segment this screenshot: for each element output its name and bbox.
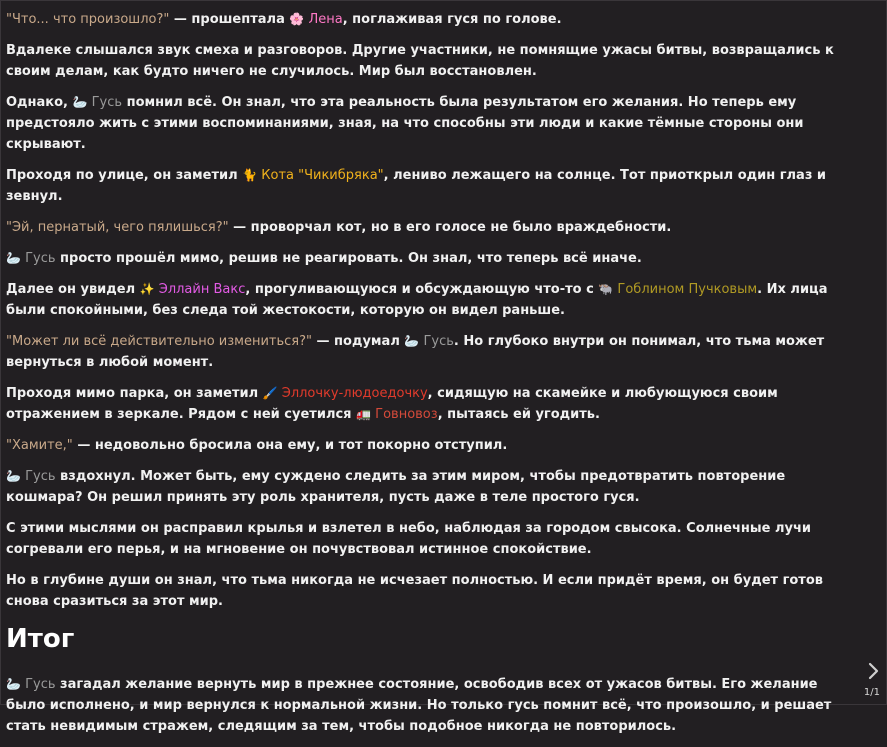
flower-icon: 🌸 — [289, 12, 305, 26]
paragraph-1 — [6, 9, 858, 30]
character-lena: Лена — [304, 12, 343, 27]
story-content — [6, 9, 858, 747]
narration: Проходя по улице, он заметил — [6, 168, 243, 183]
paragraph-4 — [6, 165, 858, 207]
paragraph-10 — [6, 435, 858, 456]
character-cat: Кота "Чикибряка" — [257, 168, 384, 183]
character-goblin: Гоблином Пучковым — [613, 282, 758, 297]
paragraph-9 — [6, 383, 858, 425]
paragraph-13: Но в глубине души он знал, что тьма никогда не исчезает полностью. И если придёт время, он будет готов снова сразиться за этот мир. — [6, 573, 823, 609]
truck-icon: 🚛 — [356, 407, 372, 421]
swan-icon: 🦢 — [6, 469, 21, 483]
buffalo-icon: 🐃 — [598, 282, 614, 296]
cat-icon: 🐈 — [242, 168, 258, 182]
character-ellain: Эллайн Вакс — [154, 282, 246, 297]
swan-icon: 🦢 — [72, 95, 88, 109]
paragraph-2: Вдалеке слышался звук смеха и разговоров. Другие участники, не помнящие ужасы битвы, возвращались к своим делам, как будто ничего не случилось. Мир был восстановлен. — [6, 43, 834, 79]
quote: "Может ли всё действительно измениться?" — [6, 334, 312, 349]
paragraph-5 — [6, 217, 858, 238]
narration: , сидящую на скамейке и любующуюся своим отражением в зеркале. Рядом с ней суетился — [6, 386, 778, 422]
narration: , лениво лежащего на солнце. Тот приоткрыл один глаз и зевнул. — [6, 168, 827, 204]
quote: "Что... что произошло?" — [6, 12, 170, 27]
character-goose: Гусь — [87, 95, 123, 110]
paragraph-3 — [6, 92, 858, 155]
narration: . Но глубоко внутри он понимал, что тьма может вернуться в любой момент. — [6, 334, 825, 370]
quote: "Эй, пернатый, чего пялишься?" — [6, 220, 229, 235]
character-goose: Гусь — [20, 469, 56, 484]
narration: , пытаясь ей угодить. — [437, 407, 600, 422]
narration: — недовольно бросила она ему, и тот покорно отступил. — [72, 438, 508, 453]
paragraph-14 — [6, 674, 858, 737]
narration: загадал желание вернуть мир в прежнее состояние, освободив всех от ужасов битвы. Его желание было исполнено, и мир вернулся к нормальной жизни. Но только гусь помнит всё, что произошло, и решает стать невидимым стражем, следящим за тем, чтобы подобное никогда не повторилось. — [6, 677, 832, 734]
narration: Проходя мимо парка, он заметил — [6, 386, 263, 401]
paragraph-6 — [6, 248, 858, 269]
narration: , прогуливающуюся и обсуждающую что-то с — [245, 282, 599, 297]
paintbrush-icon: 🖌️ — [262, 386, 278, 400]
swan-icon: 🦢 — [6, 677, 21, 691]
paragraph-7 — [6, 279, 858, 321]
narration: . Их лица были спокойными, без следа той жестокости, которую он видел раньше. — [6, 282, 828, 318]
narration: просто прошёл мимо, решив не реагировать. Он знал, что теперь всё иначе. — [55, 251, 642, 266]
paragraph-11 — [6, 466, 858, 508]
character-govnovoz: Говновоз — [371, 407, 438, 422]
quote: "Хамите," — [6, 438, 73, 453]
section-heading: Итог — [6, 624, 75, 654]
character-goose: Гусь — [20, 677, 56, 692]
character-goose: Гусь — [419, 334, 454, 349]
narration: — проворчал кот, но в его голосе не было враждебности. — [228, 220, 672, 235]
narration: — подумал — [311, 334, 405, 349]
sparkles-icon: ✨ — [139, 282, 155, 296]
swan-icon: 🦢 — [6, 251, 21, 265]
narration: помнил всё. Он знал, что эта реальность была результатом его желания. Но теперь ему предстояло жить с этими воспоминаниями, зная, на что способны эти люди и какие тёмные стороны они скрывают. — [6, 95, 804, 152]
next-page-button[interactable] — [864, 660, 882, 682]
page-indicator: 1/1 — [863, 687, 880, 698]
chevron-right-icon — [864, 660, 882, 682]
paragraph-8 — [6, 331, 858, 373]
paragraph-12: С этими мыслями он расправил крылья и взлетел в небо, наблюдая за городом свысока. Солнечные лучи согревали его перья, и на мгновение он почувствовал истинное спокойствие. — [6, 521, 811, 557]
character-ellochka: Эллочку-людоедочку — [277, 386, 428, 401]
narration: вздохнул. Может быть, ему суждено следить за этим миром, чтобы предотвратить повторение кошмара? Он решил принять эту роль хранителя, пусть даже в теле простого гуся. — [6, 469, 786, 505]
narration: , поглаживая гуся по голове. — [342, 12, 562, 27]
swan-icon: 🦢 — [404, 334, 420, 348]
narration: — прошептала — [169, 12, 290, 27]
narration: Однако, — [6, 95, 73, 110]
character-goose: Гусь — [20, 251, 56, 266]
narration: Далее он увидел — [6, 282, 140, 297]
